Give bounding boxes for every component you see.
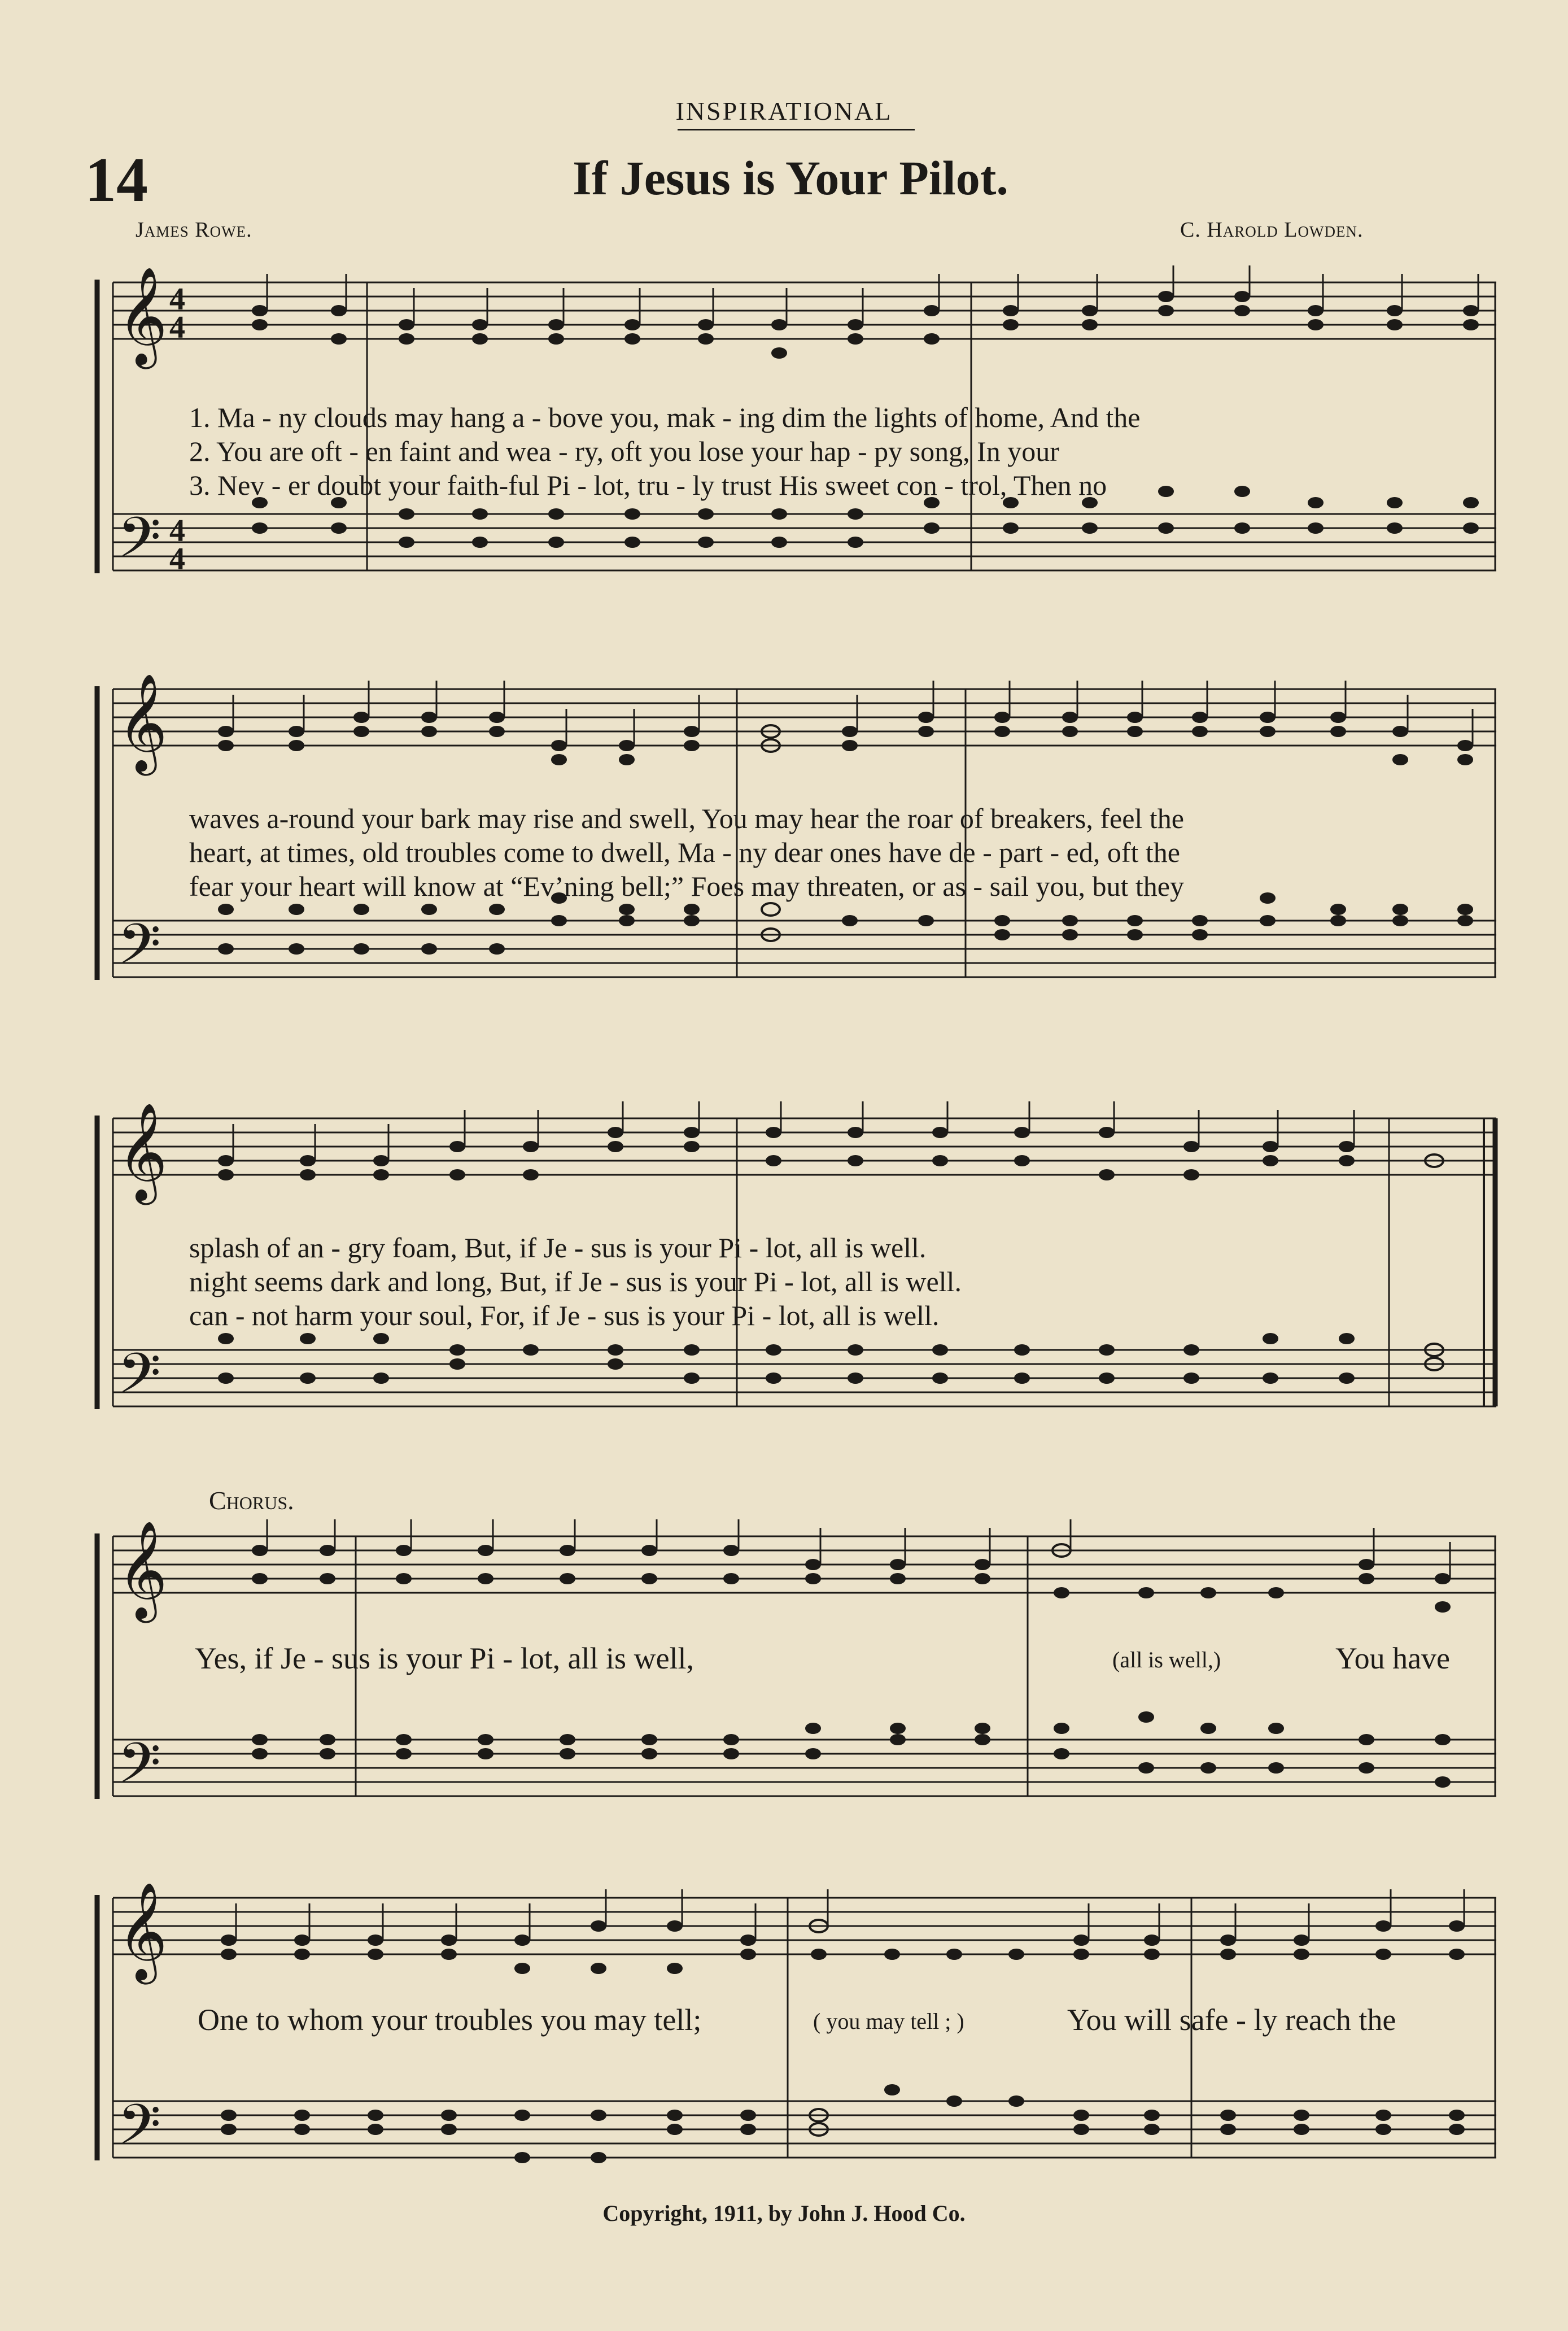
svg-text:𝄞: 𝄞: [117, 676, 168, 770]
chorus-lyric-line-end: You have: [1335, 1641, 1451, 1675]
music-system-5: [0, 1881, 1568, 2197]
verse-lyric-line: 2. You are oft - en faint and wea - ry, oft you lose your hap - py song, In your: [189, 435, 1059, 467]
grand-staff-5: [0, 1881, 1568, 2197]
verse-lyric-line: splash of an - gry foam, But, if Je - sus is your Pi - lot, all is well.: [189, 1232, 927, 1263]
verse-lyric-line: waves a-round your bark may rise and swell, You may hear the roar of breakers, feel the: [189, 803, 1184, 834]
svg-text:4: 4: [169, 310, 185, 345]
svg-text:𝄢: 𝄢: [117, 2094, 161, 2169]
verse-lyric-line: 3. Nev - er doubt your faith-ful Pi - lot, tru - ly trust His sweet con - trol, Then no: [189, 469, 1107, 501]
chorus-lyric-line: Yes, if Je - sus is your Pi - lot, all is well,: [195, 1641, 695, 1675]
verse-lyric-line: night seems dark and long, But, if Je - sus is your Pi - lot, all is well.: [189, 1266, 962, 1297]
music-system-2: [0, 672, 1568, 1022]
svg-text:𝄢: 𝄢: [117, 914, 161, 989]
verse-lyric-line: can - not harm your soul, For, if Je - sus is your Pi - lot, all is well.: [189, 1300, 940, 1331]
chorus-echo-lyric: (all is well,): [1112, 1647, 1221, 1672]
svg-text:𝄢: 𝄢: [117, 507, 161, 582]
lyricist-credit: James Rowe.: [136, 218, 252, 242]
grand-staff-4: [0, 1519, 1568, 1836]
svg-text:𝄞: 𝄞: [117, 1105, 168, 1199]
section-heading-underline: [678, 129, 915, 130]
music-system-4: [0, 1519, 1568, 1836]
svg-text:𝄞: 𝄞: [117, 269, 168, 363]
svg-text:4: 4: [169, 282, 185, 317]
chorus-lyric-line-end: You will safe - ly reach the: [1067, 2003, 1396, 2037]
svg-text:4: 4: [169, 513, 185, 548]
hymn-number: 14: [85, 145, 148, 215]
svg-text:4: 4: [169, 542, 185, 577]
chorus-lyric-line: One to whom your troubles you may tell;: [198, 2003, 702, 2037]
verse-lyric-line: 1. Ma - ny clouds may hang a - bove you, mak - ing dim the lights of home, And the: [189, 402, 1141, 433]
verse-lyric-line: fear your heart will know at “Ev’ning bell;” Foes may threaten, or as - sail you, but they: [189, 870, 1184, 902]
music-system-3: [0, 1101, 1568, 1452]
svg-text:𝄢: 𝄢: [117, 1343, 161, 1418]
svg-text:𝄢: 𝄢: [117, 1733, 161, 1808]
copyright-notice: Copyright, 1911, by John J. Hood Co.: [602, 2201, 966, 2226]
hymn-title: If Jesus is Your Pilot.: [573, 151, 1008, 205]
verse-lyric-line: heart, at times, old troubles come to dwell, Ma - ny dear ones have de - part - ed, oft the: [189, 836, 1180, 868]
chorus-label: Chorus.: [209, 1486, 294, 1515]
svg-text:𝄞: 𝄞: [117, 1885, 168, 1979]
section-heading: INSPIRATIONAL: [675, 97, 893, 125]
svg-text:𝄞: 𝄞: [117, 1523, 168, 1617]
chorus-echo-lyric: ( you may tell ; ): [813, 2008, 964, 2034]
music-system-1: [0, 265, 1568, 616]
composer-credit: C. Harold Lowden.: [1180, 218, 1364, 242]
